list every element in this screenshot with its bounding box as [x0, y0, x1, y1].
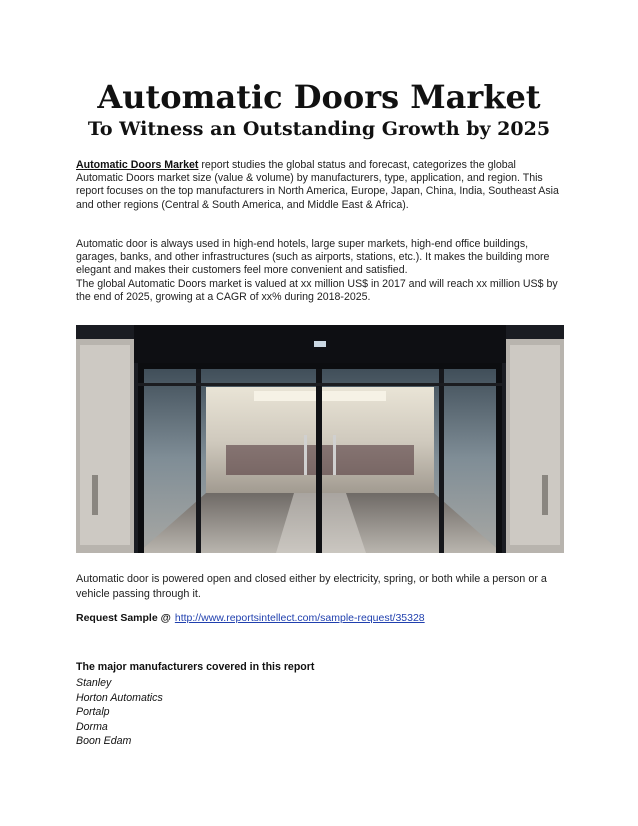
manufacturers-heading: The major manufacturers covered in this report [76, 661, 315, 673]
usage-text: Automatic door is always used in high-end hotels, large super markets, high-end office buildings, garages, banks, and other infrastructures (such as airports, stations, etc.). It makes the building more elegant and makes their customers feel more convenient and satisfied. [76, 238, 550, 277]
intro-paragraph [76, 159, 564, 212]
request-sample-link[interactable]: http://www.reportsintellect.com/sample-request/35328 [174, 612, 425, 624]
list-item: Boon Edam [76, 735, 132, 748]
manufacturers-list [76, 676, 163, 749]
list-item: Dorma [76, 720, 108, 733]
powered-paragraph: Automatic door is powered open and closed either by electricity, spring, or both while a person or a vehicle passing through it. [76, 573, 547, 600]
intro-market-link[interactable]: Automatic Doors Market [76, 159, 199, 171]
valuation-text: The global Automatic Doors market is valued at xx million US$ in 2017 and will reach xx million US$ by the end of 2025, growing at a CAGR of xx% during 2018-2025. [76, 277, 558, 303]
request-sample-line [76, 612, 564, 624]
list-item: Portalp [76, 706, 110, 719]
request-sample-label: Request Sample @ [76, 612, 171, 624]
intro-text: report studies the global status and forecast, categorizes the global Automatic Doors market size (value & volume) by manufacturers, type, application, and region. This report focuses on the top manufacturers in North America, Europe, Japan, China, India, Southeast Asia and other regions (Central & South America, and Middle East & Africa). [76, 159, 559, 211]
usage-paragraph [76, 238, 564, 304]
page-title: Automatic Doors Market [97, 78, 541, 116]
page-subtitle: To Witness an Outstanding Growth by 2025 [87, 118, 551, 140]
list-item: Horton Automatics [76, 691, 163, 704]
list-item: Stanley [76, 677, 112, 689]
automatic-door-photo [76, 325, 564, 553]
